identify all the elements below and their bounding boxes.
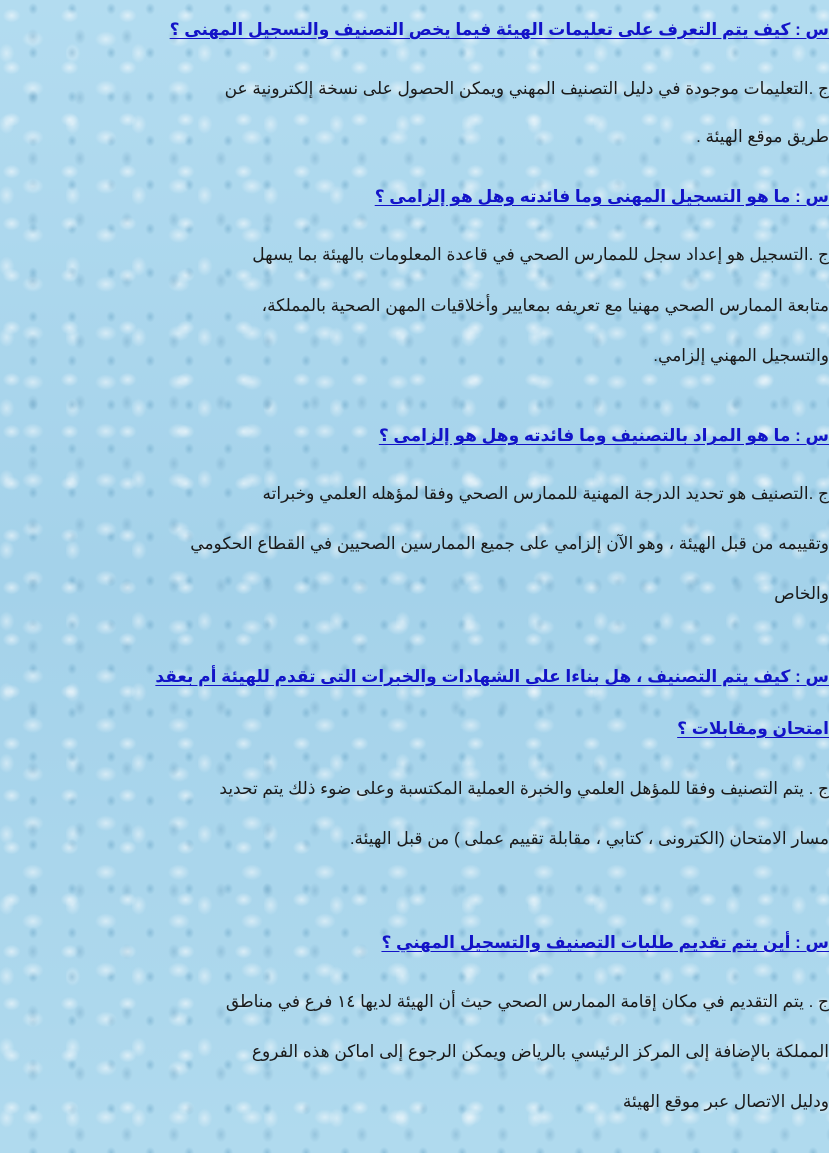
answer-2-line-1: ج .التسجيل هو إعداد سجل للممارس الصحي في قاعدة المعلومات بالهيئة بما يسهل	[252, 245, 829, 264]
answer-2-line-3: والتسجيل المهني إلزامي.	[653, 346, 829, 365]
answer-1-line-2: طريق موقع الهيئة .	[696, 127, 829, 146]
answer-3-line-3: والخاص	[774, 584, 829, 603]
answer-3-line-2: وتقييمه من قبل الهيئة ، وهو الآن إلزامي على جميع الممارسين الصحيين في القطاع الحكومي	[190, 534, 829, 553]
answer-1-line-1: ج .التعليمات موجودة في دليل التصنيف المهني ويمكن الحصول على نسخة إلكترونية عن	[224, 79, 829, 98]
answer-4-line-1: ج . يتم التصنيف وفقا للمؤهل العلمي والخبرة العملية المكتسبة وعلى ضوء ذلك يتم تحديد	[219, 779, 829, 798]
answer-2-line-2: متابعة الممارس الصحي مهنيا مع تعريفه بمعايير وأخلاقيات المهن الصحية بالمملكة،	[261, 296, 829, 315]
answer-5-line-1: ج . يتم التقديم في مكان إقامة الممارس الصحي حيث أن الهيئة لديها ١٤ فرع في مناطق	[225, 992, 829, 1011]
answer-4-line-2: مسار الامتحان (الكترونى ، كتابي ، مقابلة تقييم عملى ) من قبل الهيئة.	[349, 829, 829, 848]
answer-5-line-2: المملكة بالإضافة إلى المركز الرئيسي بالرياض ويمكن الرجوع إلى اماكن هذه الفروع	[251, 1042, 829, 1061]
question-1[interactable]: س : كيف يتم التعرف على تعليمات الهيئة فيما يخص التصنيف والتسجيل المهنى ؟	[169, 20, 829, 39]
answer-5-line-3: ودليل الاتصال عبر موقع الهيئة	[622, 1092, 829, 1111]
answer-3-line-1: ج .التصنيف هو تحديد الدرجة المهنية للممارس الصحي وفقا لمؤهله العلمي وخبراته	[262, 484, 829, 503]
question-5[interactable]: س : أين يتم تقديم طلبات التصنيف والتسجيل المهني ؟	[381, 933, 829, 952]
question-4-line-2[interactable]: امتحان ومقابلات ؟	[677, 719, 829, 738]
question-2[interactable]: س : ما هو التسجيل المهنى وما فائدته وهل هو إلزامى ؟	[374, 187, 829, 206]
question-4-line-1[interactable]: س : كيف يتم التصنيف ، هل بناءا على الشهادات والخبرات التى تقدم للهيئة أم بعقد	[155, 667, 829, 686]
question-3[interactable]: س : ما هو المراد بالتصنيف وما فائدته وهل هو إلزامى ؟	[378, 426, 829, 445]
